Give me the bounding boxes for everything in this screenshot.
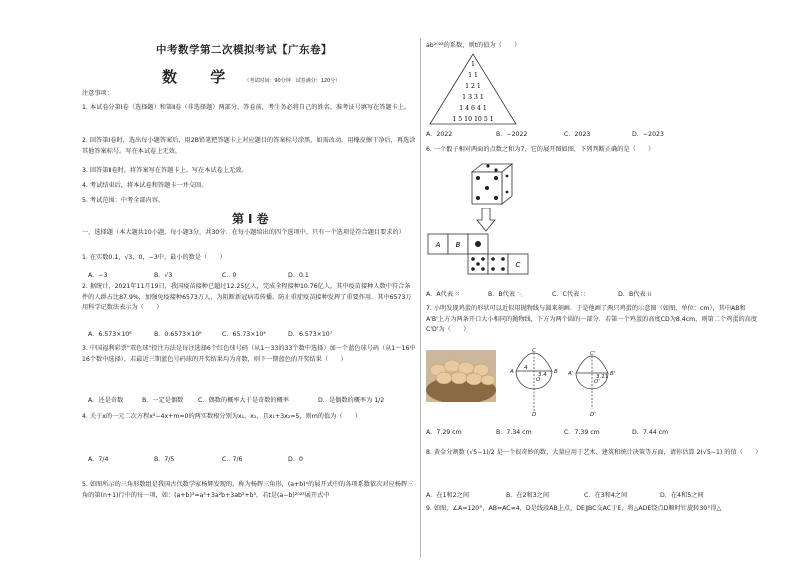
q6-stem: 6. 一个骰子相对两面的点数之和为7，它的展开图如图，下列判断正确的是（ ） bbox=[426, 146, 655, 153]
q2-stem: 2. 据统计，2021年11月19日，我国疫苗接种已超过12.25亿人，完成全程接种10.76亿人，其中疫苗接种人数中符合条件的人群占比87.9%，加强免疫接种6573万人，为阻断新冠病毒传播、防止重症疫苗接种发挥了重要作用．其中6573万用科学记数法表示为（ ） bbox=[82, 283, 412, 311]
q4-option-d: D．0 bbox=[288, 456, 303, 463]
q7-option-b: B．7.34 cm bbox=[496, 429, 532, 436]
pascal-row-5: 1 4 6 4 1 bbox=[459, 105, 487, 112]
q7-option-a: A．7.29 cm bbox=[426, 429, 462, 436]
dice-front-pip bbox=[476, 176, 480, 180]
q3-option-a: A．还是奇数 bbox=[88, 397, 124, 404]
egg bbox=[466, 373, 482, 385]
section-title: 第Ⅰ卷 bbox=[232, 212, 273, 226]
note-1: 1. 本试卷分第Ⅰ卷（选择题）和第Ⅱ卷（非选择题）两部分。答卷前，考生务必将自己的姓名、准考证号填写在答题卡上。 bbox=[82, 104, 411, 111]
q3-stem: 3. 中国福利彩票"双色球"投注方法是每注选择6个红色球号码（从1～33的33个数中选择）加一个蓝色球号码（从1～16中16个数中选择），若最近三期蓝色号码球的开奖结果均为奇数，则下一期蓝色的开奖结果（ ） bbox=[82, 345, 416, 363]
q6-option-c: C．C代表 ∷ bbox=[552, 291, 585, 298]
q8-option-b: B．在2和3之间 bbox=[506, 492, 550, 499]
q7-option-c: C．7.39 cm bbox=[564, 429, 600, 436]
q6-option-a: A．A代表 ⁙ bbox=[426, 291, 461, 298]
q5-stem-continued: ab²⁰²²的系数，则t的值为（ ） bbox=[426, 42, 521, 49]
q4-option-b: B．7/5 bbox=[154, 456, 175, 463]
egg bbox=[451, 372, 467, 384]
egg bbox=[436, 372, 452, 384]
column-divider bbox=[420, 38, 421, 558]
q5-option-d: D．−2023 bbox=[632, 131, 664, 138]
dice-top-pip bbox=[494, 168, 497, 171]
net-label-c: C bbox=[515, 261, 521, 269]
pascal-row-4: 1 3 3 1 bbox=[462, 94, 484, 101]
q4-option-a: A．7/4 bbox=[88, 456, 109, 463]
dice-front-pip bbox=[494, 196, 498, 200]
note-2: 2. 回答第Ⅰ卷时，选出每小题答案后，用2B铅笔把答题卡上对应题目的答案标号涂黑，如需改动，用橡皮擦干净后，再选涂其他答案标号。写在本试卷上无效。 bbox=[82, 137, 416, 155]
dice-net-figure bbox=[426, 232, 546, 278]
q1-option-a: A．−3 bbox=[88, 272, 108, 279]
label-o: O bbox=[536, 377, 541, 383]
label-a: A bbox=[510, 369, 514, 375]
notes-heading: 注意事项： bbox=[82, 90, 113, 97]
pascal-row-1: 1 bbox=[471, 61, 475, 68]
label-b: B bbox=[554, 369, 558, 375]
dice-five-glyph: ⁙ bbox=[455, 291, 461, 298]
q5-option-a: A．2022 bbox=[426, 131, 453, 138]
egg bbox=[444, 360, 460, 372]
q2-option-d: D．6.573×10⁷ bbox=[288, 331, 333, 338]
q1-stem: 1. 在实数0.1，√3，0，−3中，最小的数是（ ） bbox=[82, 254, 226, 261]
q8-option-d: D．在4和5之间 bbox=[660, 492, 704, 499]
note-5: 5. 考试范围：中考全部内容。 bbox=[82, 197, 165, 204]
net-label-b: B bbox=[455, 241, 461, 249]
q4-stem: 4. 关于x的一元二次方程x²−4x+m=0的两实数根分别为x₁、x₂，且x₁+3x₂=5，则m的值为（ ） bbox=[82, 413, 362, 420]
right-column bbox=[424, 0, 762, 562]
q9-stem: 9. 如图，∠A=120°，AB=AC=4，D是线段AB上点，DE∥BC交AC于E，将△ADE绕点D顺时针旋转30°得△ bbox=[426, 505, 722, 512]
q5-stem: 5. 如图所示的三角形数组是我国古代数学家杨辉发现的，称为杨辉三角形，(a+b)ⁿ的展开式中的各项系数依次对应杨辉三角的第(n+1)行中的每一项，如：(a+b)³=a³+3a²b+3ab²+b³，若t是(a−b)²⁰²³展开式中 bbox=[82, 481, 414, 499]
dice-three-glyph: ⋱ bbox=[517, 291, 524, 298]
q3-option-b: B．一定是偶数 bbox=[142, 397, 184, 404]
label-c-prime: C' bbox=[590, 351, 596, 357]
egg-basket-photo bbox=[426, 350, 496, 402]
dice-four-glyph: ∷ bbox=[581, 291, 585, 298]
label-c: C bbox=[532, 348, 536, 354]
q8-option-a: A．在1和2之间 bbox=[426, 492, 470, 499]
dice-six-glyph: ⁞⁞ bbox=[647, 291, 652, 298]
dice-side-pip bbox=[506, 175, 509, 178]
q1-option-b: B．√3 bbox=[154, 272, 173, 279]
q1-option-c: C．0 bbox=[222, 272, 237, 279]
section-intro: 一、选择题（本大题共10小题，每小题3分，共30分．在每小题给出的四个选项中，只有一个选项是符合题目要求的） bbox=[82, 229, 405, 236]
pascal-row-3: 1 2 1 bbox=[465, 83, 481, 90]
q8-option-c: C．在3和4之间 bbox=[584, 492, 628, 499]
q3-option-c: C．偶数的概率大于是奇数的概率 bbox=[198, 397, 289, 404]
q5-option-b: B．−2022 bbox=[496, 131, 528, 138]
q7-option-d: D．7.44 cm bbox=[632, 429, 669, 436]
q2-option-a: A．6.573×10⁶ bbox=[88, 331, 132, 338]
q2-option-c: C．65.73×10⁴ bbox=[222, 331, 266, 338]
q6-option-b: B．B代表 ⋱ bbox=[488, 291, 524, 298]
dice-front-pip bbox=[494, 176, 498, 180]
label-a-prime: A' bbox=[568, 371, 574, 377]
pascal-row-6: 1 5 10 10 5 1 bbox=[452, 116, 494, 123]
note-4: 4. 考试结束后，将本试卷和答题卡一并交回。 bbox=[82, 182, 208, 189]
subject-title: 数 学 bbox=[162, 68, 240, 86]
down-arrow-icon bbox=[476, 208, 496, 232]
dice-side-pip bbox=[506, 191, 509, 194]
measure-4: 4 bbox=[524, 365, 528, 371]
label-d-prime: D' bbox=[590, 412, 596, 417]
q3-option-d: D．是偶数的概率为 1/2 bbox=[318, 397, 385, 404]
dice-front-pip bbox=[485, 186, 489, 190]
dice-figure bbox=[466, 162, 516, 208]
q5-option-c: C．2023 bbox=[564, 131, 591, 138]
q7-stem: 7. 小明发现鸡蛋的形状可以近似用抛物线与圆来刻画．于是他画了两只鸡蛋的示意图（如图，单位：cm），其中AB和A'B'上方为两条开口大小相同的抛物线，下方为两个圆的一部分．若第一个鸡蛋的高度CD为8.4cm，则第二个鸡蛋的高度C'D'为（ ） bbox=[426, 305, 758, 333]
q2-option-b: B．0.6573×10⁸ bbox=[154, 331, 202, 338]
egg-diagram bbox=[504, 345, 624, 417]
pascal-triangle-figure bbox=[428, 52, 518, 126]
pascal-row-2: 1 1 bbox=[468, 72, 478, 79]
dice-front-pip bbox=[476, 196, 480, 200]
measure-3-21: 3.21 bbox=[596, 374, 609, 380]
egg bbox=[481, 375, 495, 385]
q4-option-c: C．7/6 bbox=[222, 456, 243, 463]
net-label-a: A bbox=[435, 241, 441, 249]
label-d: D bbox=[532, 412, 537, 417]
dice-top-pip bbox=[486, 164, 489, 167]
note-3: 3. 回答第Ⅱ卷时，将答案写在答题卡上。写在本试卷上无效。 bbox=[82, 167, 248, 174]
exam-info: （考试时间：90分钟 试卷满分：120分） bbox=[244, 78, 341, 84]
exam-title: 中考数学第二次模拟考试【广东卷】 bbox=[156, 44, 332, 56]
q8-stem: 8. 黄金分割数 (√5−1)/2 是一个很奇妙的数，大量应用于艺术、建筑和统计决策等方面，请你估算 2(√5−1) 的值（ ） bbox=[426, 449, 762, 456]
measure-3-4: 3.4 bbox=[538, 372, 547, 378]
label-b-prime: B' bbox=[610, 371, 616, 377]
net-pip bbox=[475, 241, 481, 247]
left-column bbox=[82, 0, 418, 562]
label-o-prime: O' bbox=[594, 379, 600, 385]
net-cell-four bbox=[488, 254, 508, 274]
q6-option-d: D．B代表 ⁞⁞ bbox=[618, 291, 652, 298]
q1-option-d: D．0.1 bbox=[288, 272, 309, 279]
subject-line bbox=[162, 66, 340, 87]
